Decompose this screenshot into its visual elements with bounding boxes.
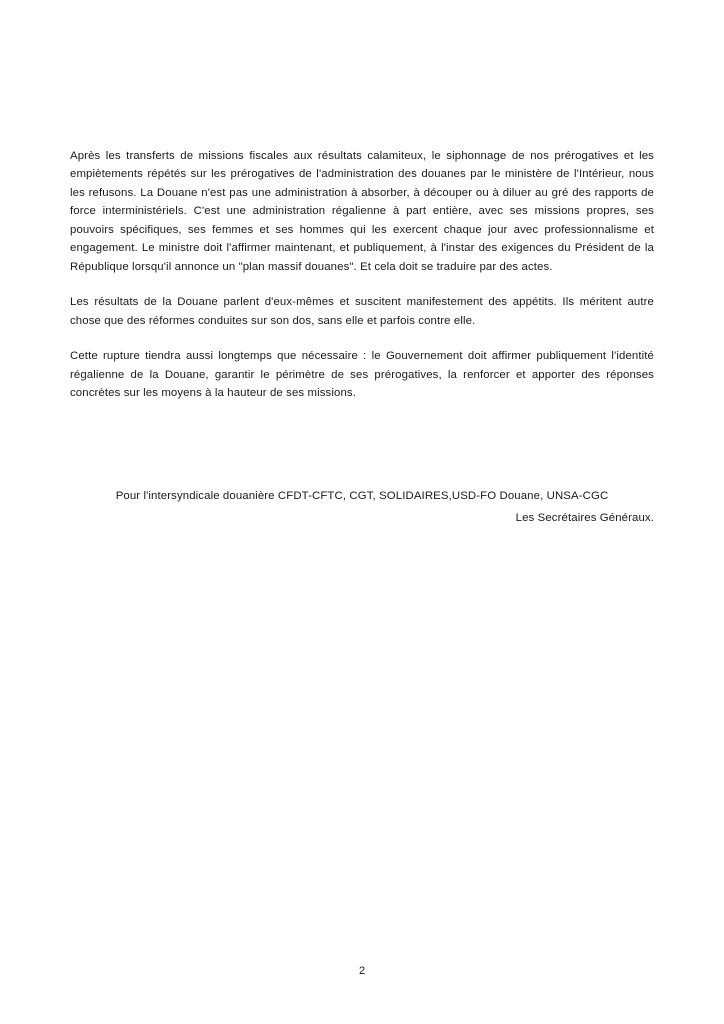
- document-body: [70, 147, 654, 403]
- signature-block: [70, 487, 654, 528]
- signature-title: Les Secrétaires Généraux.: [515, 512, 654, 525]
- body-paragraph-3: Cette rupture tiendra aussi longtemps que nécessaire : le Gouvernement doit affirmer publiquement l'identité régalienne de la Douane, garantir le périmètre de ses prérogatives, la renforcer et apporter des réponses concrètes sur les moyens à la hauteur de ses missions.: [70, 350, 654, 400]
- body-paragraph-2: Les résultats de la Douane parlent d'eux-mêmes et suscitent manifestement des appétits. Ils méritent autre chose que des réformes conduites sur son dos, sans elle et parfois contre elle.: [70, 296, 654, 327]
- page-number: 2: [358, 965, 366, 977]
- body-paragraph-1: Après les transferts de missions fiscales aux résultats calamiteux, le siphonnage de nos prérogatives et les empiètements répétés sur les prérogatives de l'administration des douanes par le ministère de l'Intérieur, nous les refusons. La Douane n'est pas une administration à absorber, à découper ou à diluer au gré des rapports de force interministériels. C'est une administration régalienne à part entière, avec ses missions propres, ses pouvoirs spécifiques, ses femmes et ses hommes qui les exercent chaque jour avec professionnalisme et engagement. Le ministre doit l'affirmer maintenant, et publiquement, à l'instar des exigences du Président de la République lorsqu'il annonce un "plan massif douanes". Et cela doit se traduire par des actes.: [70, 150, 654, 273]
- signature-organizations: Pour l'intersyndicale douanière CFDT-CFTC, CGT, SOLIDAIRES,USD-FO Douane, UNSA-CGC: [115, 490, 609, 502]
